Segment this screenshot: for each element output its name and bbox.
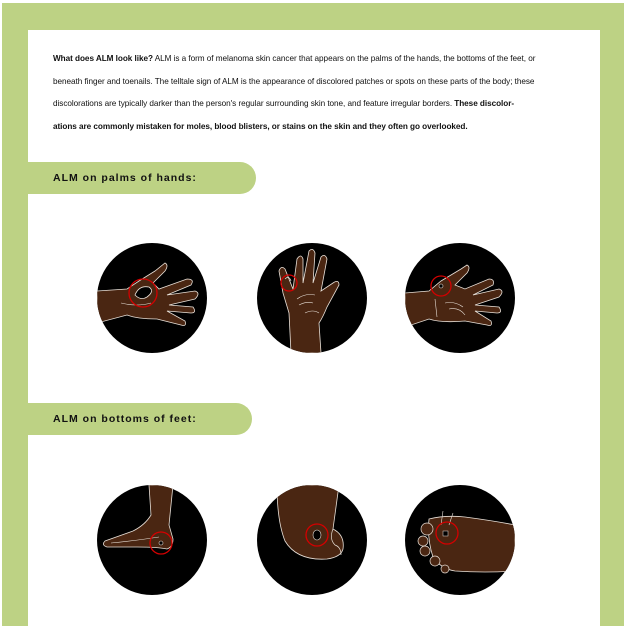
frame-top-border [2, 3, 624, 30]
intro-line-2: beneath finger and toenails. The telltale sign of ALM is the appearance of discolored patches or spots on these parts of the body; these [53, 76, 535, 86]
intro-line-3-bold: These discolor- [454, 99, 515, 108]
intro-line-4 [53, 116, 593, 139]
section-heading-hands-label: ALM on palms of hands: [53, 172, 197, 184]
section-heading-feet-label: ALM on bottoms of feet: [53, 413, 197, 425]
frame-right-border [600, 3, 624, 626]
hand-palm-finger-spot-icon [257, 243, 367, 353]
intro-line-1 [53, 48, 593, 71]
intro-line-4-bold: ations are commonly mistaken for moles, blood blisters, or stains on the skin and they often go overlooked. [53, 121, 468, 131]
intro-paragraph [53, 48, 593, 138]
hand-back-thumb-spot-icon [405, 243, 515, 353]
frame-left-border [2, 3, 28, 626]
foot-heel-bottom-spot-icon [257, 485, 367, 595]
foot-sole-toe-spot-icon [405, 485, 515, 595]
intro-line-3-text: discolorations are typically darker than the person's regular surrounding skin tone, and feature irregular borders. [53, 99, 455, 108]
intro-line-3 [53, 93, 593, 116]
intro-line-1-text: ALM is a form of melanoma skin cancer that appears on the palms of the hands, the bottoms of the feet, or [152, 54, 536, 63]
foot-side-heel-spot-icon [97, 485, 207, 595]
section-heading-hands [28, 162, 256, 194]
intro-question: What does ALM look like? [53, 54, 153, 63]
section-heading-feet [28, 403, 252, 435]
hand-side-thumb-spot-icon [97, 243, 207, 353]
